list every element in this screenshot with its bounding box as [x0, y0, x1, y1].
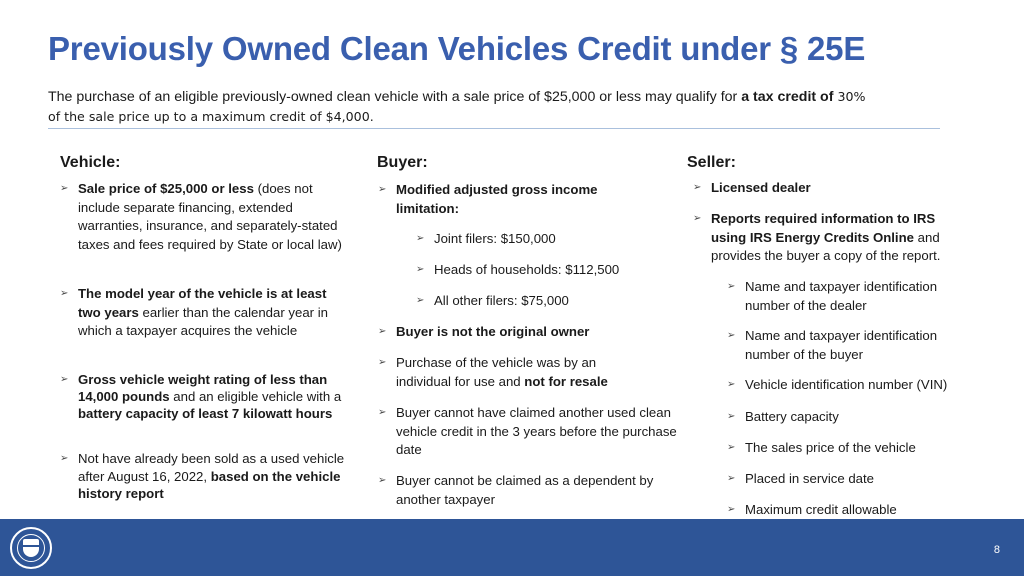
vehicle-item-weight [60, 371, 345, 422]
vehicle-item-history-text: Not have already been sold as a used vehicle after August 16, 2022, [78, 451, 345, 484]
buyer-sub-joint [416, 230, 656, 249]
vehicle-item-price-bold: Sale price of $25,000 or less [78, 181, 254, 196]
arrow-bullet-icon: ➢ [378, 184, 387, 195]
intro-percent: 30% [833, 89, 866, 104]
arrow-bullet-icon: ➢ [727, 379, 736, 390]
buyer-item-not-original-bold: Buyer is not the original owner [396, 324, 590, 339]
buyer-sub-heads-text: Heads of households: $112,500 [434, 262, 620, 277]
buyer-item-magi-bold: Modified adjusted gross income limitation: [396, 182, 598, 216]
buyer-item-dependent-text: Buyer cannot be claimed as a dependent by another taxpayer [396, 473, 654, 507]
seller-item-reports [693, 210, 968, 266]
arrow-bullet-icon: ➢ [693, 213, 702, 224]
seller-sub-service-date-text: Placed in service date [745, 471, 875, 486]
seller-sub-price-text: The sales price of the vehicle [745, 440, 916, 455]
seller-sub-service-date [727, 470, 967, 489]
seller-sub-vin-text: Vehicle identification number (VIN) [745, 377, 948, 392]
buyer-sub-other [416, 292, 656, 311]
vehicle-heading: Vehicle: [60, 154, 121, 171]
buyer-heading: Buyer: [377, 154, 428, 171]
footer-bar [0, 519, 1024, 576]
vehicle-item-model-year-bold: The model year of the vehicle is at least two years [78, 286, 327, 320]
seller-item-licensed-bold: Licensed dealer [711, 180, 811, 195]
intro-text: The purchase of an eligible previously-owned clean vehicle with a sale price of $25,000 or less may qualify for [48, 89, 742, 105]
buyer-sub-joint-text: Joint filers: $150,000 [434, 231, 556, 246]
arrow-bullet-icon: ➢ [727, 330, 736, 341]
seller-sub-vin [727, 376, 987, 395]
arrow-bullet-icon: ➢ [727, 281, 736, 292]
arrow-bullet-icon: ➢ [416, 295, 425, 306]
divider-line [48, 128, 940, 129]
arrow-bullet-icon: ➢ [416, 233, 425, 244]
buyer-item-purchase-bold: not for resale [524, 373, 608, 389]
seller-item-reports-bold: Reports required information to IRS using IRS Energy Credits Online [711, 211, 936, 245]
arrow-bullet-icon: ➢ [378, 357, 387, 368]
arrow-bullet-icon: ➢ [60, 374, 69, 385]
seller-sub-dealer-tin-text: Name and taxpayer identification number of the dealer [745, 279, 938, 313]
arrow-bullet-icon: ➢ [727, 473, 736, 484]
seller-item-reports-text: and provides the buyer a copy of the report. [711, 229, 941, 263]
buyer-item-magi [378, 181, 638, 218]
arrow-bullet-icon: ➢ [416, 264, 425, 275]
arrow-bullet-icon: ➢ [378, 475, 387, 486]
seller-sub-dealer-tin [727, 278, 967, 315]
intro-paragraph [48, 87, 928, 127]
seller-sub-battery-text: Battery capacity [745, 409, 839, 424]
arrow-bullet-icon: ➢ [60, 183, 69, 194]
arrow-bullet-icon: ➢ [727, 504, 736, 515]
vehicle-item-weight-bold: Gross vehicle weight rating of less than 14,000 pounds [78, 372, 328, 404]
seller-sub-battery [727, 408, 967, 427]
vehicle-item-history [60, 450, 345, 503]
buyer-sub-heads [416, 261, 656, 280]
buyer-sub-other-text: All other filers: $75,000 [434, 293, 569, 308]
vehicle-item-price-text: (does not include separate financing, extended warranties, insurance, and separately-stated taxes and fees required by State or local law) [78, 181, 342, 252]
page-number: 8 [993, 544, 1000, 556]
seller-sub-buyer-tin-text: Name and taxpayer identification number of the buyer [745, 328, 938, 362]
buyer-item-claimed [378, 404, 678, 460]
seller-sub-buyer-tin [727, 327, 967, 364]
vehicle-item-history-bold: based on the vehicle history report [78, 468, 341, 501]
seller-sub-max-credit-text: Maximum credit allowable [745, 502, 897, 517]
arrow-bullet-icon: ➢ [727, 442, 736, 453]
arrow-bullet-icon: ➢ [693, 182, 702, 193]
seller-heading: Seller: [687, 154, 736, 171]
seal-shield [23, 539, 39, 557]
intro-line2: of the sale price up to a maximum credit of $4,000. [48, 109, 374, 124]
arrow-bullet-icon: ➢ [378, 407, 387, 418]
vehicle-item-battery-bold: battery capacity of least 7 kilowatt hours [78, 406, 333, 421]
vehicle-item-model-year-text: earlier than the calendar year in which a taxpayer acquires the vehicle [78, 304, 328, 338]
seller-sub-price [727, 439, 967, 458]
vehicle-item-weight-text: and an eligible vehicle with a [169, 389, 342, 404]
arrow-bullet-icon: ➢ [60, 453, 69, 464]
seal-bar [23, 545, 39, 547]
buyer-item-not-original [378, 323, 658, 342]
vehicle-item-price [60, 180, 345, 254]
buyer-item-claimed-text: Buyer cannot have claimed another used clean vehicle credit in the 3 years before the purchase date [396, 405, 677, 457]
vehicle-item-model-year [60, 285, 345, 341]
seller-item-licensed [693, 179, 973, 198]
arrow-bullet-icon: ➢ [60, 288, 69, 299]
seller-sub-max-credit [727, 501, 967, 520]
buyer-item-dependent [378, 472, 678, 509]
intro-bold: a tax credit of [741, 89, 834, 105]
arrow-bullet-icon: ➢ [378, 326, 387, 337]
buyer-item-purchase [378, 354, 638, 391]
arrow-bullet-icon: ➢ [727, 411, 736, 422]
slide-title: Previously Owned Clean Vehicles Credit under § 25E [48, 30, 866, 67]
treasury-seal-icon [10, 527, 52, 569]
buyer-item-purchase-text: Purchase of the vehicle was by an individual for use and [396, 355, 597, 389]
